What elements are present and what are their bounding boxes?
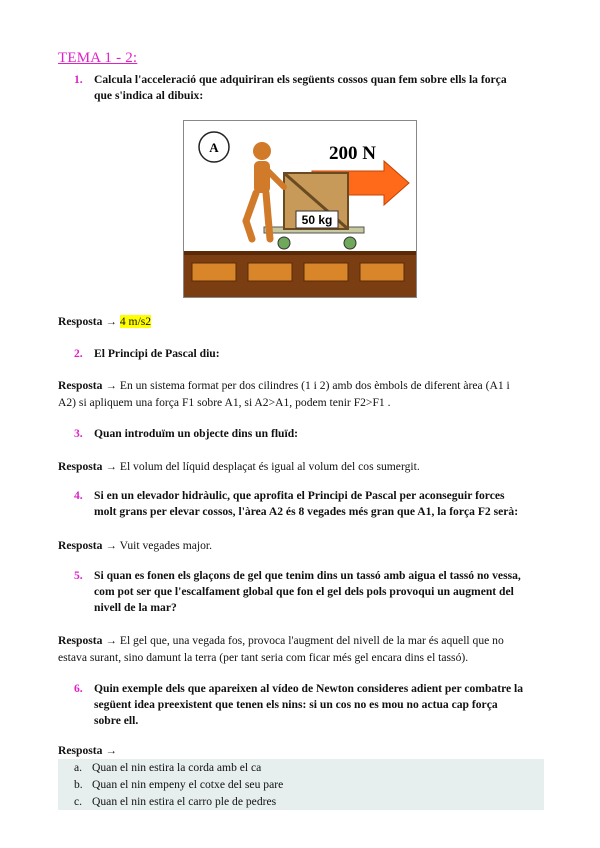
question-3 [74,426,548,442]
question-number: 2. [74,347,83,360]
option-text: Quan el nin estira la corda amb el ca [92,761,262,774]
answer-5 [58,632,548,666]
force-illustration [183,120,417,298]
figure-tag: A [209,140,219,155]
question-text-line: Si en un elevador hidràulic, que aprofita el Principi de Pascal per aconseguir forces [94,489,505,502]
question-text-line: Quin exemple dels que apareixen al vídeo de Newton consideres adient per combatre la [94,682,524,695]
question-text-line: nivell de la mar? [94,601,177,614]
list-item [58,776,544,793]
question-text-line: molt grans per elevar cossos, l'àrea A2 és 8 vegades més gran que A1, la força F2 serà: [94,505,519,518]
list-item [58,759,544,776]
question-number: 6. [74,682,83,695]
question-text-line: Quan introduïm un objecte dins un fluïd: [94,427,299,440]
question-text-line: El Principi de Pascal diu: [94,347,220,360]
question-4 [74,488,548,520]
force-diagram [184,121,416,297]
answer-label: Resposta [58,460,103,473]
arrow-icon: → [105,634,117,647]
answer-text: Vuit vegades major. [119,539,213,552]
answer-label: Resposta [58,744,103,757]
option-text: Quan el nin estira el carro ple de pedres [92,795,277,808]
question-6 [74,681,548,729]
question-2 [74,346,548,362]
question-number: 3. [74,427,83,440]
question-text-line: com pot ser que l'escalfament global que fon el gel dels pols provoqui un augment del [94,585,514,598]
option-text: Quan el nin empeny el cotxe del seu pare [92,778,284,791]
answer-text-line: A2) si apliquem una força F1 sobre A1, si A2>A1, podem tenir F2>F1 . [58,396,391,409]
answer-label: Resposta [58,634,103,647]
question-number: 5. [74,569,83,582]
question-text-line: que s'indica al dibuix: [94,89,204,102]
mass-label: 50 kg [301,213,333,227]
answer-text-line: estava surant, sino damunt la terra (per tant seria com ficar més gel encara dins el tassó). [58,651,469,664]
question-text-line: Si quan es fonen els glaçons de gel que tenim dins un tassó amb aigua el tassó no vessa, [94,569,521,582]
question-number: 1. [74,73,83,86]
option-letter: b. [74,778,83,791]
answer-6 [58,742,548,759]
arrow-icon: → [105,315,117,328]
page-title: TEMA 1 - 2: [58,50,138,66]
answer-4 [58,537,548,554]
question-text-line: Calcula l'acceleració que adquiriran els següents cossos quan fem sobre ells la força [94,73,507,86]
answer-3 [58,458,548,475]
answer-label: Resposta [58,539,103,552]
answer-label: Resposta [58,379,103,392]
answer-1 [58,313,548,330]
answer-options-list [58,759,544,810]
option-letter: a. [74,761,83,774]
answer-text: El volum del líquid desplaçat és igual al volum del cos sumergit. [119,460,420,473]
arrow-icon: → [105,539,117,552]
option-letter: c. [74,795,83,808]
list-item [58,793,544,810]
answer-text-line: En un sistema format per dos cilindres (1 i 2) amb dos èmbols de diferent àrea (A1 i [119,379,510,392]
arrow-icon: → [105,460,117,473]
question-text-line: sobre ell. [94,714,139,727]
answer-label: Resposta [58,315,103,328]
question-number: 4. [74,489,83,502]
question-1 [74,72,548,104]
question-text-line: següent idea preexistent que tenen els nins: si un cos no es mou no actua cap força [94,698,498,711]
arrow-icon: → [105,379,117,392]
question-5 [74,568,548,616]
arrow-icon: → [105,744,117,757]
answer-text: 4 m/s2 [119,315,152,328]
answer-text-line: El gel que, una vegada fos, provoca l'augment del nivell de la mar és aquell que no [119,634,504,647]
force-value: 200 N [329,143,376,164]
answer-2 [58,377,548,411]
